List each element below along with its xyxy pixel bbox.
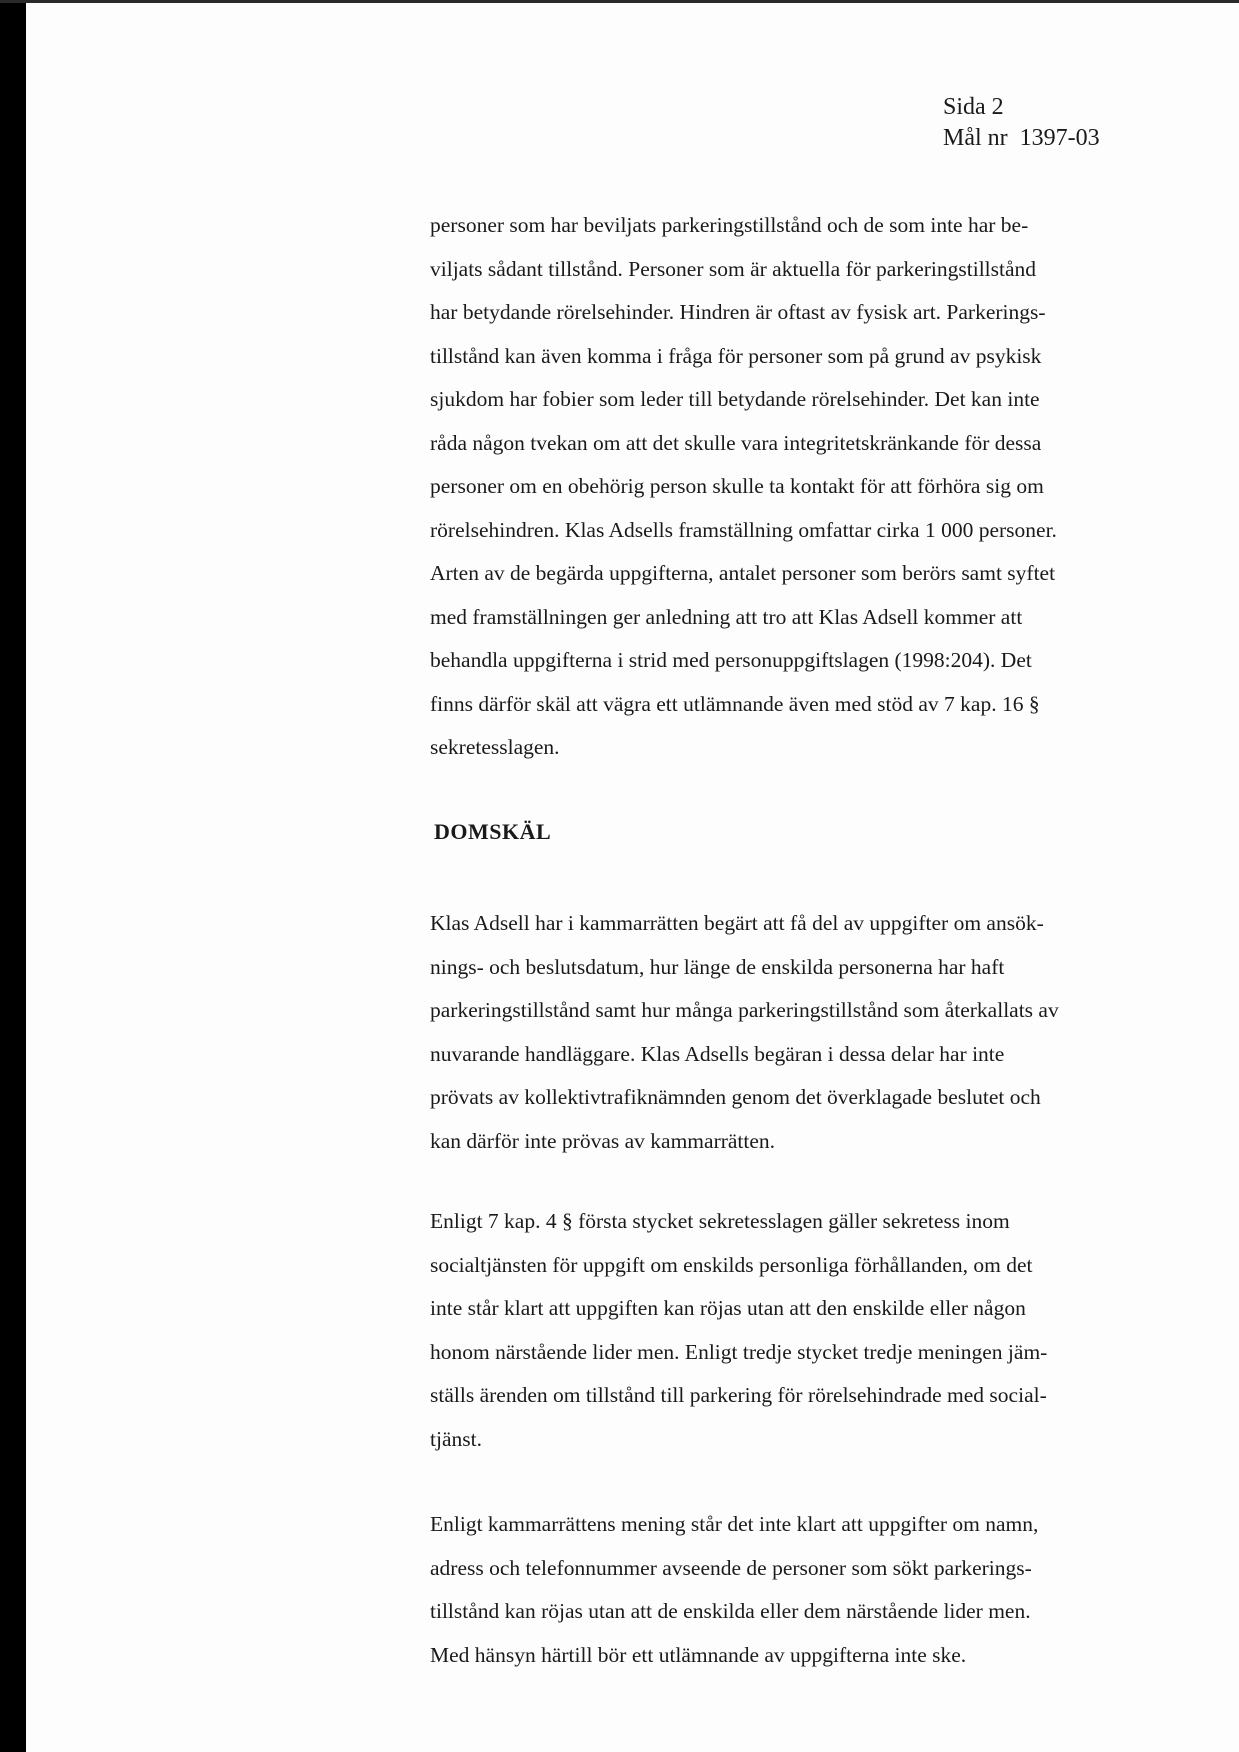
text-line: Enligt kammarrättens mening står det inte klart att uppgifter om namn,: [430, 1512, 1039, 1536]
page-header: [943, 92, 1100, 154]
text-line: Arten av de begärda uppgifterna, antalet personer som berörs samt syftet: [430, 561, 1056, 585]
text-line: viljats sådant tillstånd. Personer som är aktuella för parkeringstillstånd: [430, 256, 1037, 281]
text-line: honom närstående lider men. Enligt tredje stycket tredje meningen jäm-: [430, 1339, 1048, 1364]
text-line: ställs ärenden om tillstånd till parkering för rörelsehindrade med social-: [430, 1383, 1047, 1407]
text-line: kan därför inte prövas av kammarrätten.: [430, 1128, 776, 1153]
text-line: rörelsehindren. Klas Adsells framställning omfattar cirka 1 000 personer.: [430, 517, 1057, 542]
text-line: tillstånd kan även komma i fråga för personer som på grund av psykisk: [430, 343, 1042, 368]
case-reference: [943, 123, 1100, 154]
text-line: Enligt 7 kap. 4 § första stycket sekretesslagen gäller sekretess inom: [430, 1209, 1010, 1233]
text-line: nuvarande handläggare. Klas Adsells begäran i dessa delar har inte: [430, 1041, 1005, 1066]
text-line: tjänst.: [430, 1426, 482, 1451]
paragraph-1: [430, 204, 1170, 770]
page-number: Sida 2: [943, 94, 1004, 120]
text-line: sekretesslagen.: [430, 735, 560, 759]
scan-top-edge: [0, 0, 1239, 3]
text-line: tillstånd kan röjas utan att de enskilda eller dem närstående lider men.: [430, 1599, 1031, 1623]
case-number: 1397-03: [1019, 125, 1100, 151]
text-line: råda någon tvekan om att det skulle vara integritetskränkande för dessa: [430, 430, 1042, 455]
text-line: socialtjänsten för uppgift om enskilds personliga förhållanden, om det: [430, 1252, 1033, 1277]
section-heading: DOMSKÄL: [434, 819, 552, 844]
text-line: har betydande rörelsehinder. Hindren är oftast av fysisk art. Parkerings-: [430, 300, 1046, 324]
paragraph-4: [430, 1503, 1170, 1677]
text-line: adress och telefonnummer avseende de personer som sökt parkerings-: [430, 1555, 1032, 1580]
text-line: behandla uppgifterna i strid med personuppgiftslagen (1998:204). Det: [430, 648, 1032, 672]
text-line: personer som har beviljats parkeringstillstånd och de som inte har be-: [430, 213, 1029, 237]
text-line: Med hänsyn härtill bör ett utlämnande av uppgifterna inte ske.: [430, 1642, 967, 1667]
text-line: parkeringstillstånd samt hur många parkeringstillstånd som återkallats av: [430, 998, 1059, 1022]
text-line: sjukdom har fobier som leder till betydande rörelsehinder. Det kan inte: [430, 387, 1040, 411]
text-line: prövats av kollektivtrafiknämnden genom det överklagade beslutet och: [430, 1085, 1041, 1109]
text-line: med framställningen ger anledning att tro att Klas Adsell kommer att: [430, 604, 1023, 629]
text-line: inte står klart att uppgiften kan röjas utan att den enskilde eller någon: [430, 1296, 1026, 1320]
paragraph-2: [430, 902, 1170, 1163]
text-line: Klas Adsell har i kammarrätten begärt att få del av uppgifter om ansök-: [430, 911, 1044, 935]
paragraph-3: [430, 1200, 1170, 1461]
case-label: Mål nr: [943, 125, 1008, 151]
text-line: personer om en obehörig person skulle ta kontakt för att förhöra sig om: [430, 474, 1044, 498]
text-line: nings- och beslutsdatum, hur länge de enskilda personerna har haft: [430, 954, 1005, 979]
scan-left-edge: [0, 0, 26, 1752]
text-line: finns därför skäl att vägra ett utlämnande även med stöd av 7 kap. 16 §: [430, 691, 1040, 716]
